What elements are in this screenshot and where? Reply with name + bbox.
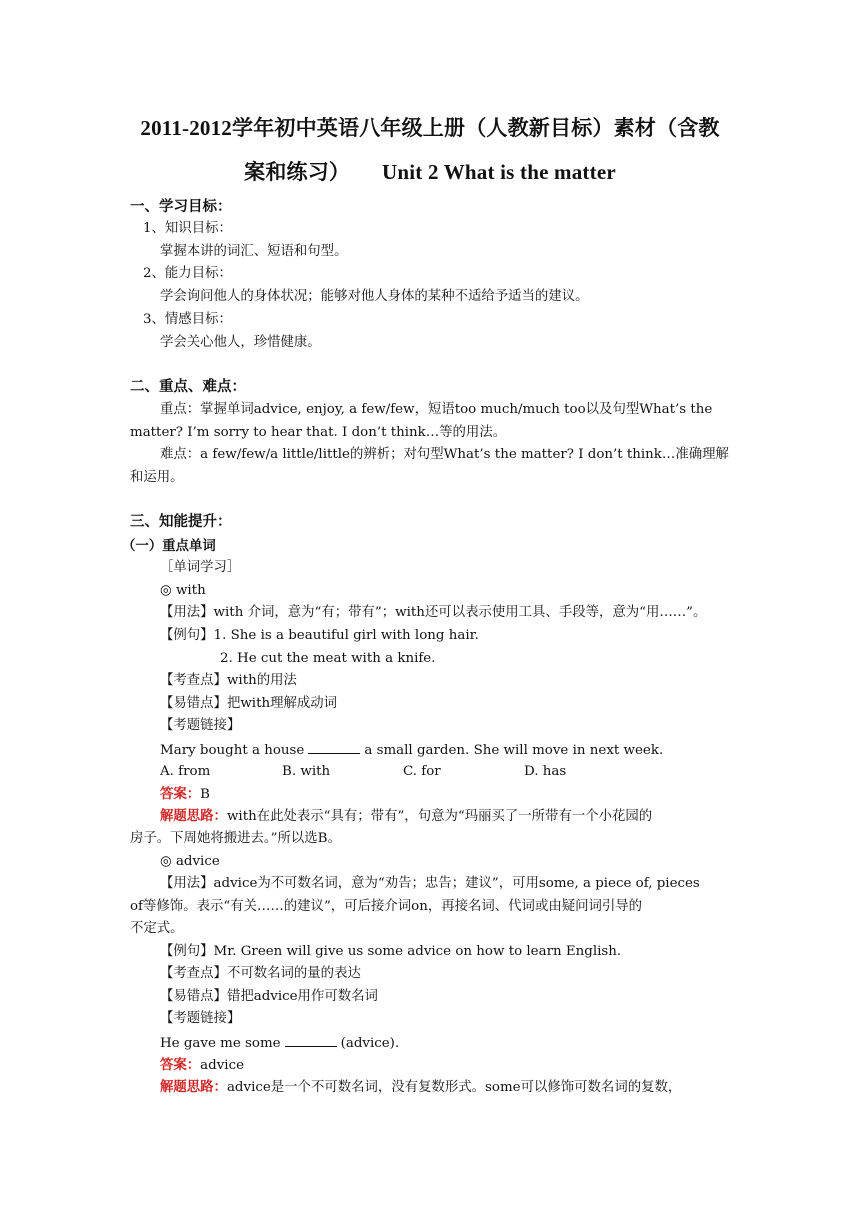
- option-c: C. for: [403, 764, 441, 779]
- emotion-goal-label: 3、情感目标：: [143, 312, 232, 327]
- answer-blank: [308, 740, 360, 754]
- with-common-mistake: 【易错点】把with理解成动词: [160, 696, 338, 711]
- explanation-label: 解题思路：: [160, 1079, 227, 1095]
- advice-common-mistake: 【易错点】错把advice用作可数名词: [160, 989, 378, 1004]
- advice-exam-link: 【考题链接】: [160, 1011, 241, 1026]
- section-2-heading: 二、重点、难点：: [130, 378, 246, 395]
- section-3-heading: 三、知能提升：: [130, 513, 232, 530]
- key-points-line-2: matter? I’m sorry to hear that. I don’t think…等的用法。: [130, 425, 507, 440]
- answer-blank: [285, 1033, 337, 1047]
- with-question-after: a small garden. She will move in next week.: [364, 743, 664, 758]
- advice-test-point: 【考查点】不可数名词的量的表达: [160, 966, 361, 981]
- with-explanation-line-1: [160, 806, 734, 827]
- advice-example: 【例句】Mr. Green will give us some advice on how to learn English.: [160, 944, 622, 959]
- advice-question-before: He gave me some: [160, 1036, 281, 1051]
- with-options: [160, 762, 764, 782]
- advice-answer: [160, 1055, 764, 1076]
- answer-label: 答案：: [160, 1057, 201, 1073]
- advice-usage-line-2: of等修饰。表示“有关……的建议”，可后接介词on，再接名词、代词或由疑问词引导的: [130, 899, 643, 914]
- explanation-text: advice是一个不可数名词，没有复数形式。some可以修饰可数名词的复数，: [226, 1080, 682, 1095]
- with-question: [160, 740, 764, 761]
- ability-goal-label: 2、能力目标：: [143, 266, 232, 281]
- advice-usage-line-3: 不定式。: [130, 921, 184, 936]
- title-line-1: 2011-2012学年初中英语八年级上册（人教新目标）素材（含教: [140, 116, 720, 140]
- answer-label: 答案：: [160, 786, 201, 802]
- with-explanation-line-2: 房子。下周她将搬进去。”所以选B。: [130, 831, 341, 846]
- word-study-label: ［单词学习］: [160, 560, 241, 575]
- with-test-point: 【考查点】with的用法: [160, 673, 297, 688]
- explanation-text: with在此处表示“具有；带有”，句意为“玛丽买了一所带有一个小花园的: [226, 809, 653, 824]
- advice-usage-line-1: 【用法】advice为不可数名词，意为“劝告；忠告；建议”，可用some, a piece of, pieces: [160, 876, 700, 891]
- knowledge-goal-label: 1、知识目标：: [143, 221, 232, 236]
- subsection-key-words: （一）重点单词: [122, 538, 216, 554]
- explanation-label: 解题思路：: [160, 808, 227, 824]
- advice-question: [160, 1033, 764, 1054]
- answer-value: B: [200, 787, 211, 802]
- advice-explanation-line-1: [160, 1077, 734, 1098]
- answer-value: advice: [200, 1058, 244, 1073]
- ability-goal-text: 学会询问他人的身体状况；能够对他人身体的某种不适给予适当的建议。: [160, 289, 589, 304]
- knowledge-goal-text: 掌握本讲的词汇、短语和句型。: [160, 244, 348, 259]
- word-advice-heading: ◎ advice: [160, 854, 220, 869]
- option-d: D. has: [524, 764, 567, 779]
- difficult-points-line-1: 难点：a few/few/a little/little的辨析；对句型What’s the matter? I don’t think…准确理解: [160, 447, 729, 462]
- option-a: A. from: [160, 764, 211, 779]
- option-b: B. with: [282, 764, 331, 779]
- with-exam-link: 【考题链接】: [160, 718, 241, 733]
- with-question-before: Mary bought a house: [160, 743, 305, 758]
- advice-question-after: (advice).: [340, 1036, 400, 1051]
- with-answer: [160, 784, 764, 805]
- with-usage: 【用法】with 介词，意为“有；带有”；with还可以表示使用工具、手段等，意为“用……”。: [160, 605, 707, 620]
- section-1-heading: 一、学习目标：: [130, 198, 232, 215]
- with-example-1: 【例句】1. She is a beautiful girl with long hair.: [160, 628, 479, 643]
- with-example-2: 2. He cut the meat with a knife.: [220, 651, 436, 666]
- difficult-points-line-2: 和运用。: [130, 470, 184, 485]
- title-line-2: 案和练习） Unit 2 What is the matter: [244, 160, 616, 184]
- emotion-goal-text: 学会关心他人，珍惜健康。: [160, 335, 321, 350]
- key-points-line-1: 重点：掌握单词advice, enjoy, a few/few，短语too much/much too以及句型What’s the: [160, 402, 713, 417]
- word-with-heading: ◎ with: [160, 583, 206, 598]
